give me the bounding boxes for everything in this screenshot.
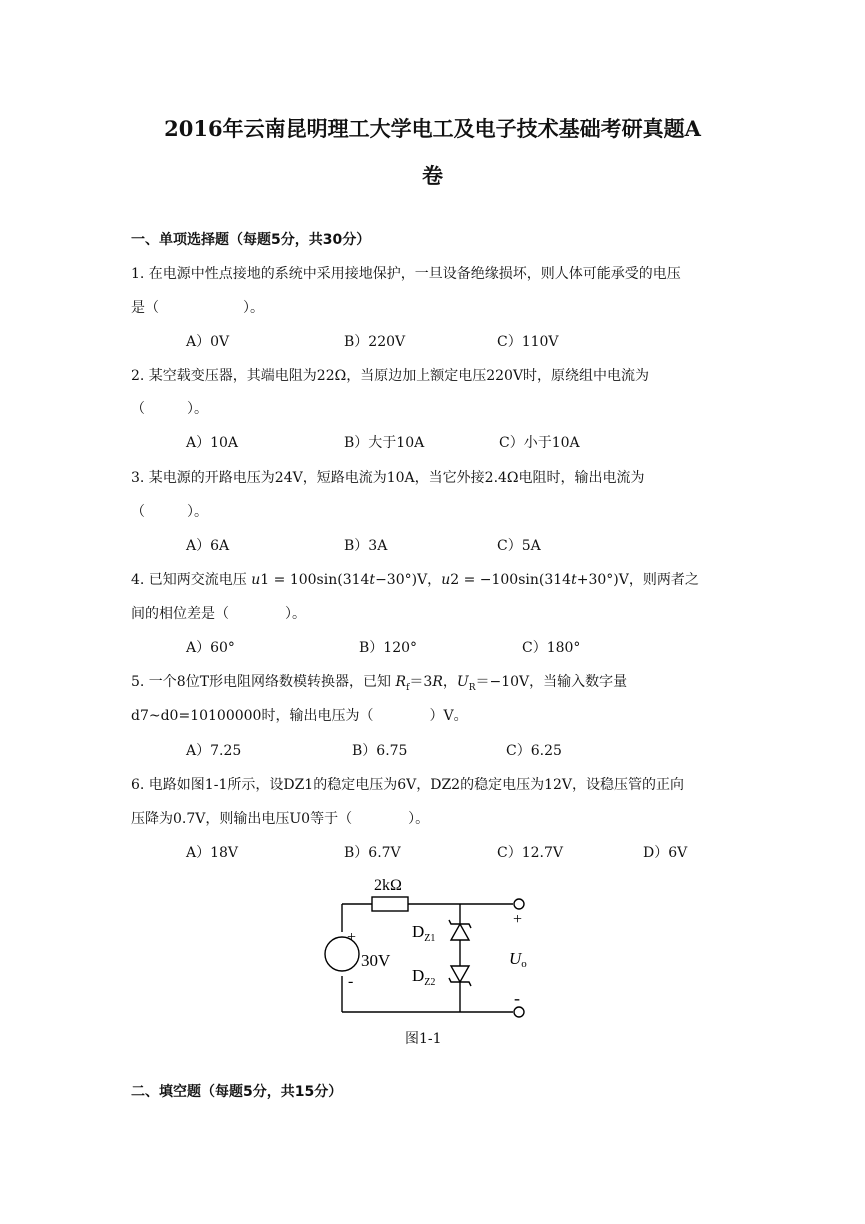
question-2-option-b: B）大于10A bbox=[344, 435, 425, 451]
question-2-option-a: A）10A bbox=[186, 435, 239, 451]
question-3-text-cont: （ ）。 bbox=[131, 504, 208, 520]
question-6-option-c: C）12.7V bbox=[497, 845, 563, 861]
question-5-option-c: C）6.25 bbox=[506, 743, 562, 759]
question-3-option-a: A）6A bbox=[186, 538, 230, 554]
question-5-text: 5. 一个8位T形电阻网络数模转换器，已知 $R_f=3R$，$U_R=-10V$，当输入数字量 bbox=[131, 674, 628, 693]
question-1-text: 1. 在电源中性点接地的系统中采用接地保护，一旦设备绝缘损坏，则人体可能承受的电压 bbox=[131, 266, 681, 282]
question-3-option-b: B）3A bbox=[344, 538, 388, 554]
question-6-text-cont: 压降为0.7V，则输出电压U0等于（ ）。 bbox=[131, 811, 430, 827]
question-4-text-cont: 间的相位差是（ ）。 bbox=[131, 606, 306, 622]
question-1-option-c: C）110V bbox=[497, 334, 559, 350]
question-6-text: 6. 电路如图1-1所示，设DZ1的稳定电压为6V，DZ2的稳定电压为12V，设稳压管的正向 bbox=[131, 777, 685, 793]
circuit-diagram bbox=[300, 866, 560, 1026]
question-3-option-c: C）5A bbox=[497, 538, 541, 554]
output-terminal-plus bbox=[514, 899, 524, 909]
source-minus-label: - bbox=[348, 973, 354, 990]
source-voltage-label: 30V bbox=[361, 951, 391, 970]
resistor-icon bbox=[372, 897, 408, 911]
source-plus-label: + bbox=[347, 929, 357, 946]
question-1-option-a: A）0V bbox=[186, 334, 230, 350]
question-3-text: 3. 某电源的开路电压为24V，短路电流为10A，当它外接2.4Ω电阻时，输出电流为 bbox=[131, 470, 645, 486]
question-4-option-b: B）120° bbox=[359, 640, 418, 656]
dz2-label: $D_{Z2}$ bbox=[412, 966, 436, 988]
output-voltage-label: Uo bbox=[509, 949, 527, 970]
zener-diode-1-icon bbox=[449, 920, 471, 940]
question-5-text-cont: d7~d0=10100000时，输出电压为（ ）V。 bbox=[131, 708, 468, 724]
output-minus-label: - bbox=[514, 988, 520, 1008]
question-1-option-b: B）220V bbox=[344, 334, 406, 350]
question-2-option-c: C）小于10A bbox=[499, 435, 580, 451]
page-title: 2016年云南昆明理工大学电工及电子技术基础考研真题A bbox=[164, 116, 701, 141]
question-4-text: 4. 已知两交流电压 u1 = 100sin(314t−30°)V，u2 = −100sin(314t+30°)V，则两者之 bbox=[131, 572, 699, 588]
question-2-text-cont: （ ）。 bbox=[131, 401, 208, 417]
question-6-option-b: B）6.7V bbox=[344, 845, 401, 861]
question-6-option-d: D）6V bbox=[643, 845, 688, 861]
section-heading-choice: 一、单项选择题（每题5分，共30分） bbox=[131, 232, 371, 248]
resistor-label: 2kΩ bbox=[374, 877, 402, 894]
section-heading-fill-blank: 二、填空题（每题5分，共15分） bbox=[131, 1084, 343, 1100]
page-title-continued: 卷 bbox=[422, 163, 443, 188]
output-plus-label: + bbox=[513, 911, 523, 928]
zener-diode-2-icon bbox=[449, 966, 471, 986]
question-6-option-a: A）18V bbox=[186, 845, 239, 861]
question-2-text: 2. 某空载变压器，其端电阻为22Ω，当原边加上额定电压220V时，原绕组中电流为 bbox=[131, 368, 650, 384]
question-5-option-b: B）6.75 bbox=[352, 743, 408, 759]
dz1-label: $D_{Z1}$ bbox=[412, 922, 436, 944]
question-1-text-cont: 是（ ）。 bbox=[131, 300, 264, 316]
question-5-option-a: A）7.25 bbox=[186, 743, 242, 759]
question-4-option-c: C）180° bbox=[522, 640, 581, 656]
output-terminal-minus bbox=[514, 1007, 524, 1017]
figure-caption: 图1-1 bbox=[405, 1031, 442, 1047]
question-4-option-a: A）60° bbox=[186, 640, 235, 656]
